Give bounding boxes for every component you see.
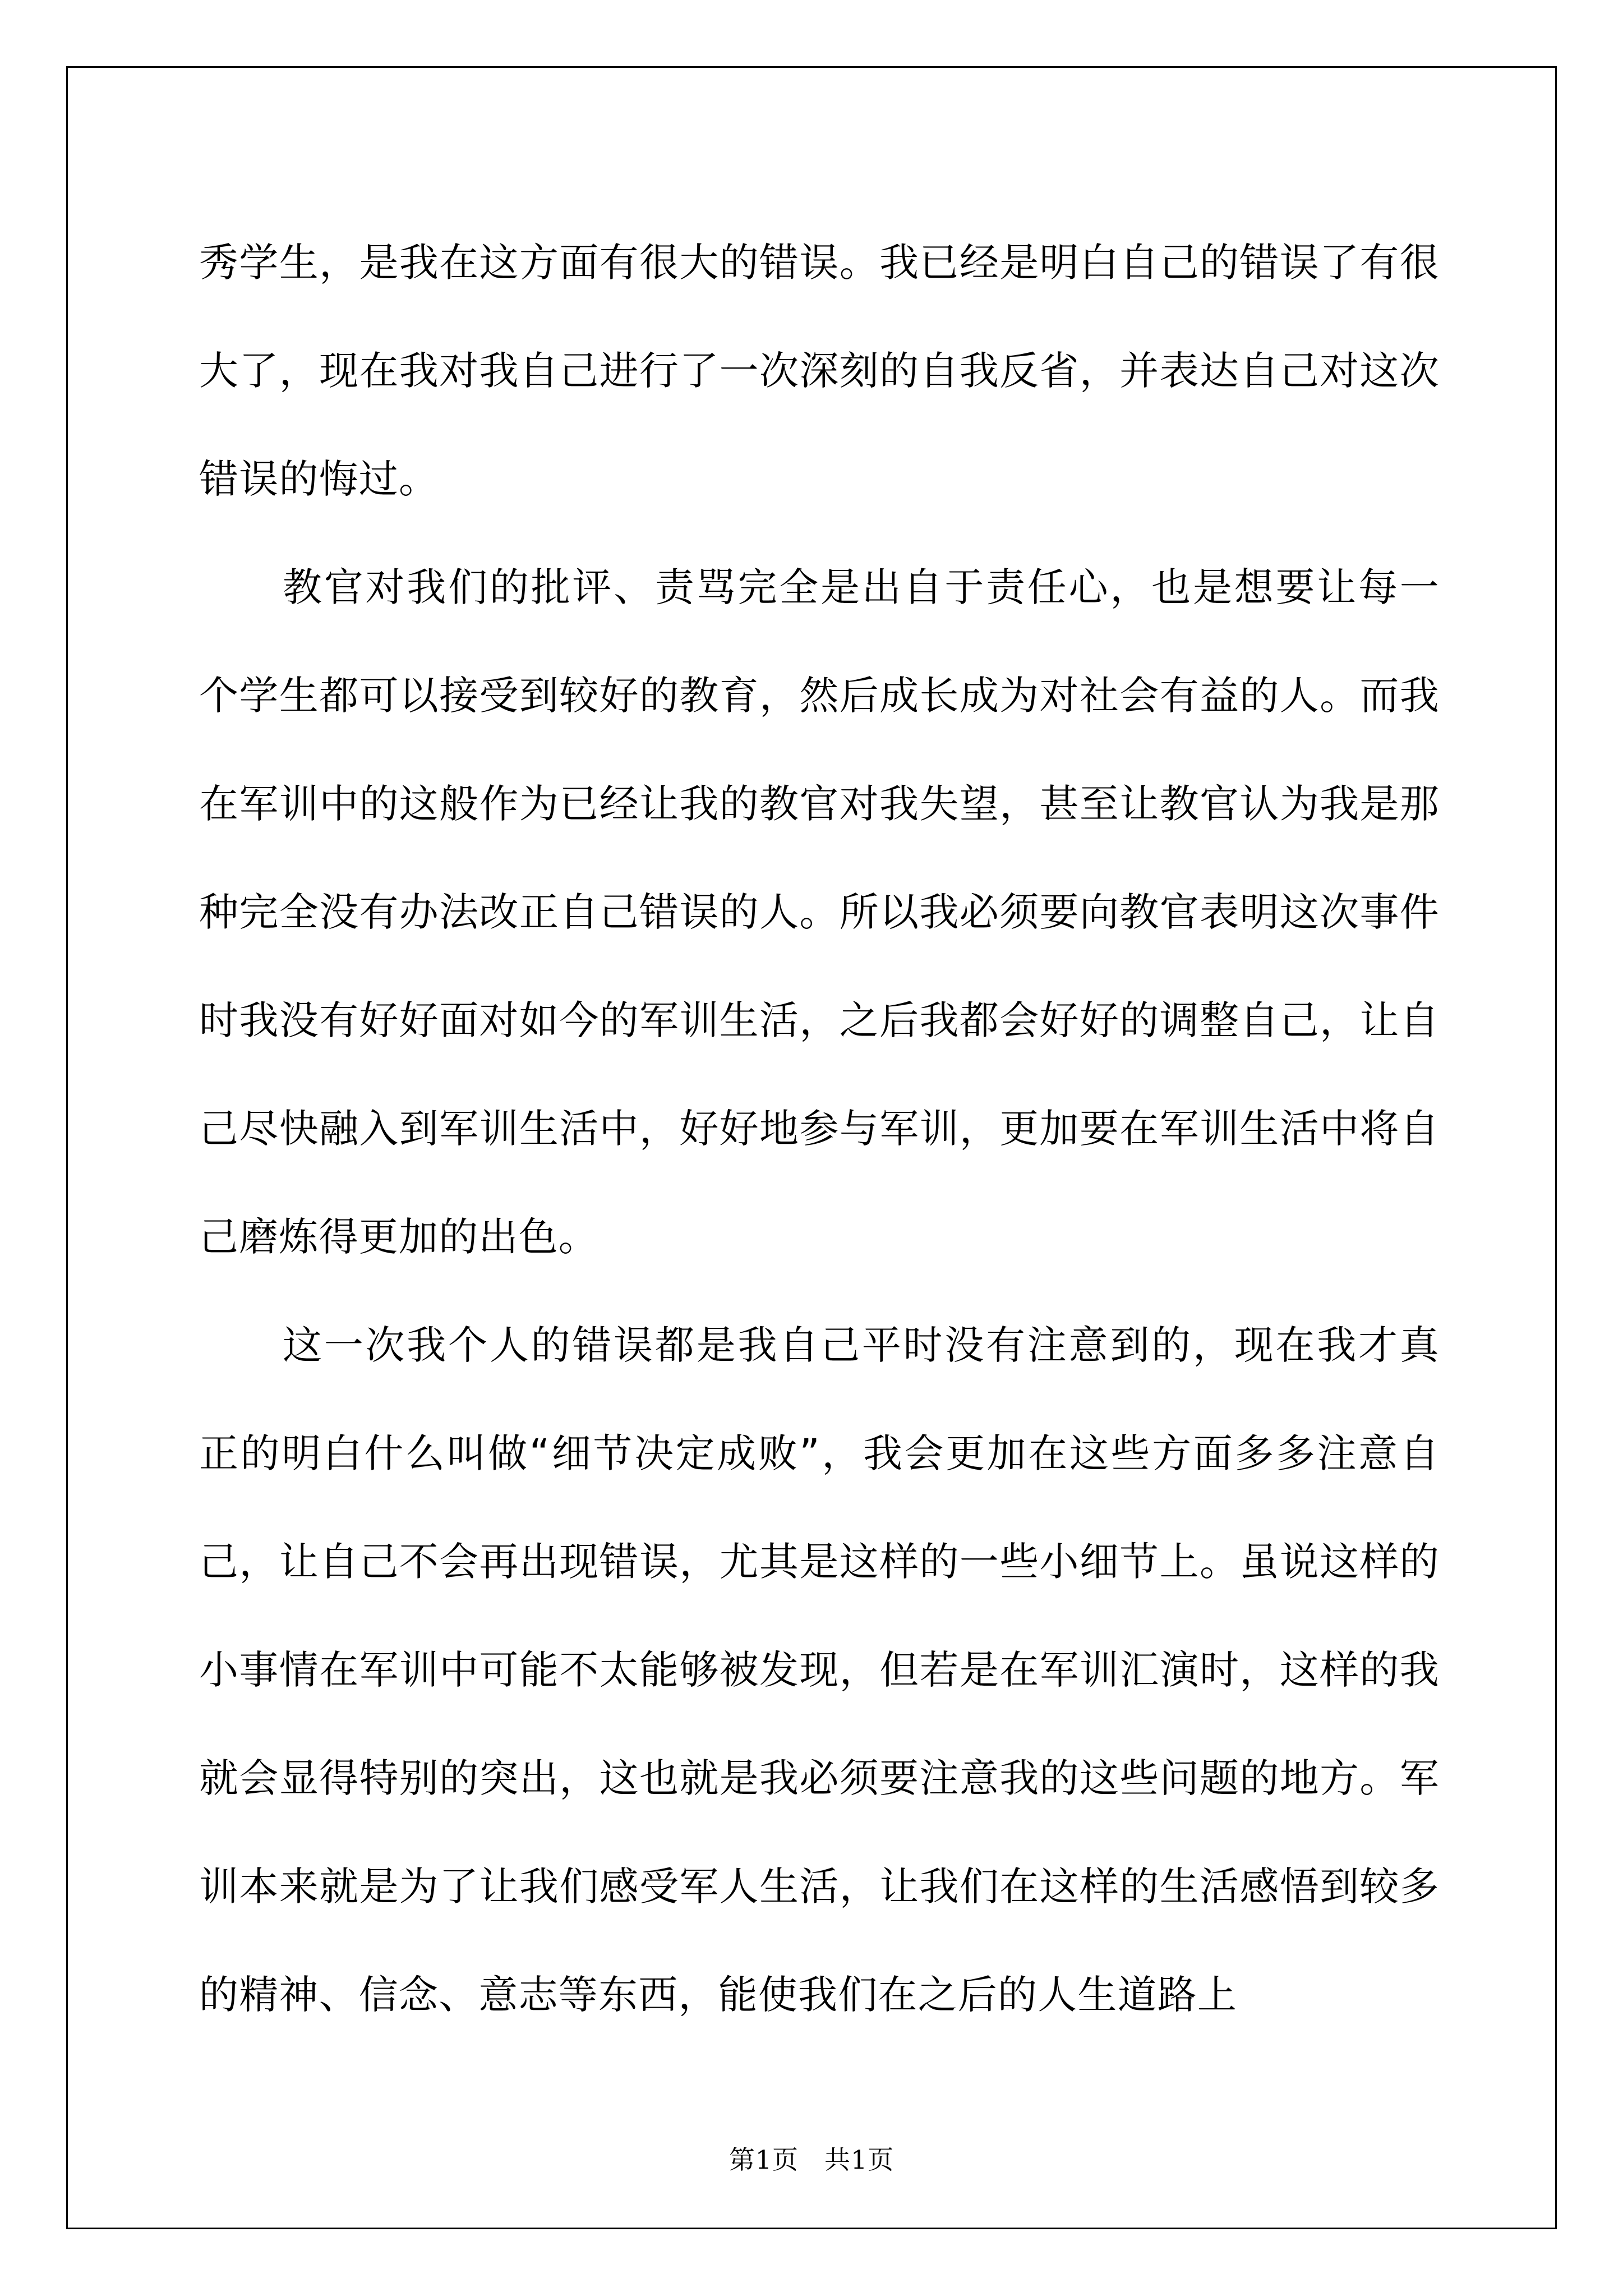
page-number: 第1页 <box>728 2145 799 2175</box>
paragraph-3: 这一次我个人的错误都是我自己平时没有注意到的，现在我才真正的明白什么叫做“细节决定成败”，我会更加在这些方面多多注意自己，让自己不会再出现错误，尤其是这样的一些小细节上。虽说这样的小事情在军训中可能不太能够被发现，但若是在军训汇演时，这样的我就会显得特别的突出，这也就是我必须要注意我的这些问题的地方。军训本来就是为了让我们感受军人生活，让我们在这样的生活感悟到较多的精神、信念、意志等东西，能使我们在之后的人生道路上 <box>199 1322 1440 2018</box>
paragraph-1: 秀学生，是我在这方面有很大的错误。我已经是明白自己的错误了有很大了，现在我对我自己进行了一次深刻的自我反省，并表达自己对这次错误的悔过。 <box>199 240 1440 502</box>
page-footer <box>0 2143 1623 2177</box>
page-total: 共1页 <box>824 2145 895 2175</box>
document-body <box>199 209 1440 2049</box>
paragraph-2: 教官对我们的批评、责骂完全是出自于责任心，也是想要让每一个学生都可以接受到较好的教育，然后成长成为对社会有益的人。而我在军训中的这般作为已经让我的教官对我失望，甚至让教官认为我是那种完全没有办法改正自己错误的人。所以我必须要向教官表明这次事件时我没有好好面对如今的军训生活，之后我都会好好的调整自己，让自己尽快融入到军训生活中，好好地参与军训，更加要在军训生活中将自己磨炼得更加的出色。 <box>199 564 1440 1260</box>
